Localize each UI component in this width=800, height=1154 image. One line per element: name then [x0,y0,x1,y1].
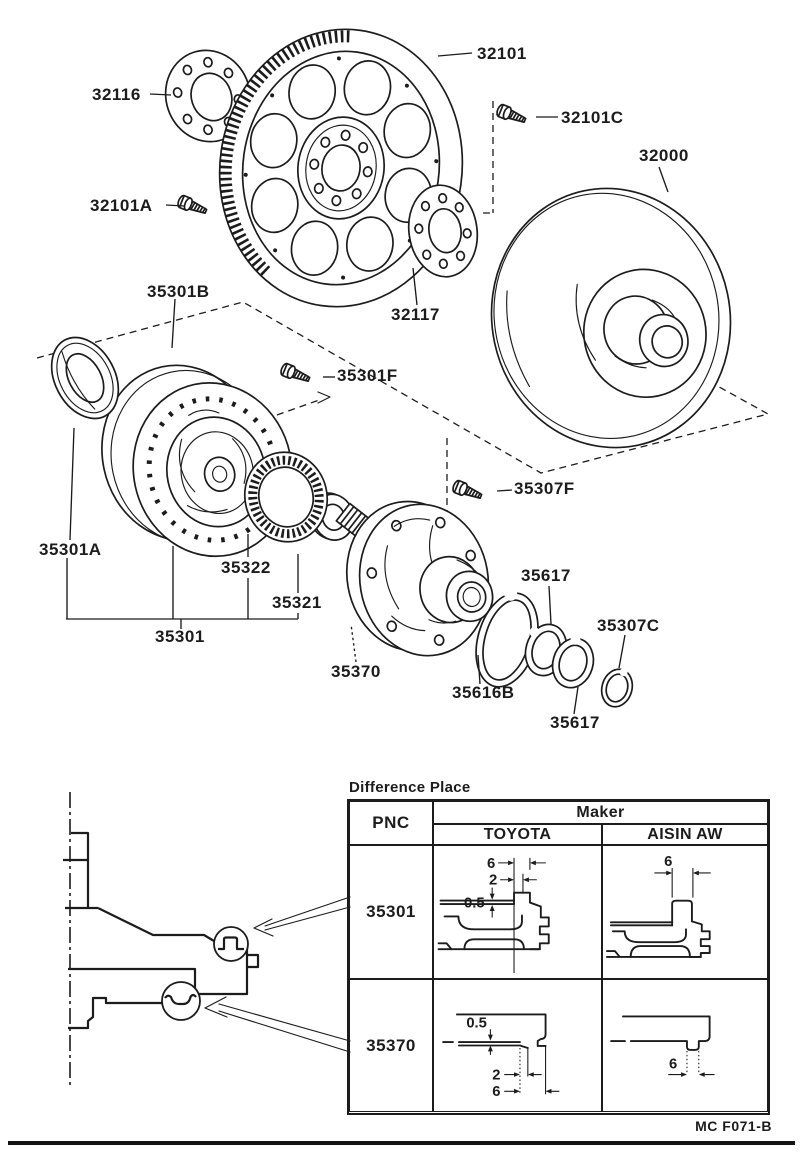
part-label-35617-lower: 35617 [550,713,600,732]
detail-callout-circle-35301 [214,927,248,961]
part-label-35370: 35370 [331,662,381,681]
dim-6: 6 [492,1084,501,1101]
detail-callout-circle-35370 [162,982,200,1020]
table-cell-35370-aisin [602,979,768,1112]
part-label-35617-upper: 35617 [521,566,571,585]
table-pnc-35370: 35370 [349,979,433,1112]
table-title: Difference Place [349,779,471,796]
table-header-toyota: TOYOTA [433,824,602,845]
page-bottom-rule [8,1141,795,1145]
table-pnc-35301: 35301 [349,845,433,979]
bolt-32101C [495,103,527,126]
dim-6: 6 [664,854,673,871]
part-label-35322: 35322 [221,558,271,577]
part-label-35301B: 35301B [147,282,210,301]
table-cell-35301-aisin [602,845,768,979]
torque-converter-32000 [468,166,755,470]
part-label-35301F: 35301F [337,366,398,385]
dim-0-5: 0.5 [463,895,485,912]
case-cross-section [63,792,350,1085]
difference-table [347,799,770,1115]
snap-ring-35307C [597,664,637,711]
bolt-35307F [451,479,483,502]
bolt-35301F [279,362,311,385]
drawing-code: MC F071-B [695,1118,772,1134]
dim-2: 2 [492,1067,501,1084]
reference-arrow-35370 [205,997,350,1052]
part-label-32101A: 32101A [90,196,153,215]
part-label-32000: 32000 [639,146,689,165]
part-label-35616B: 35616B [452,683,515,702]
part-label-35301: 35301 [155,627,205,646]
part-label-32117: 32117 [391,305,440,324]
table-cell-35370-toyota [433,979,602,1112]
table-header-aisin-aw: AISIN AW [602,824,768,845]
dim-6: 6 [669,1056,678,1073]
reference-arrow-35301 [254,897,350,936]
table-header-pnc: PNC [349,801,433,845]
table-cell-35301-toyota [433,845,602,979]
dim-2: 2 [489,872,498,889]
part-label-32101C: 32101C [561,108,624,127]
part-label-32101: 32101 [477,44,527,63]
part-label-35307F: 35307F [514,479,575,498]
part-label-32116: 32116 [92,85,141,104]
dim-6: 6 [487,855,496,872]
table-header-maker: Maker [433,801,768,824]
part-label-35301A: 35301A [39,540,102,559]
part-label-35321: 35321 [272,593,322,612]
part-label-35307C: 35307C [597,616,660,635]
dim-0-5: 0.5 [466,1015,487,1032]
